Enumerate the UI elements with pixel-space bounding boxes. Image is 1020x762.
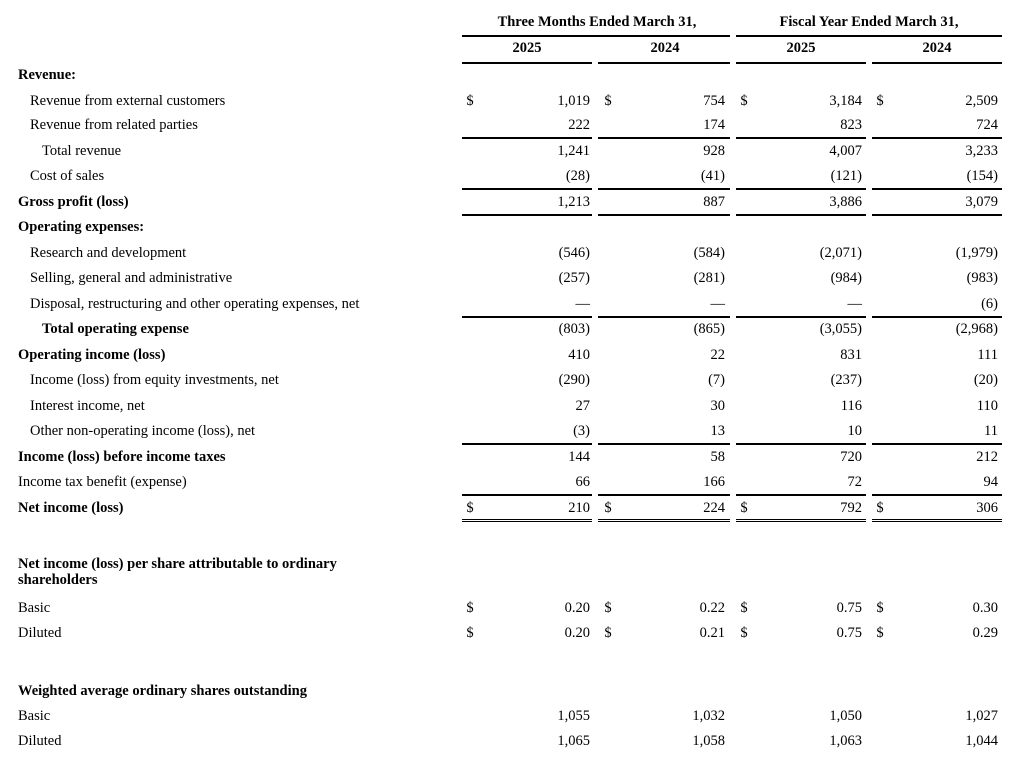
cell-value: 754 bbox=[703, 93, 725, 109]
header-year-col2: 2024 bbox=[650, 40, 680, 56]
table-row bbox=[0, 267, 1020, 289]
subtotal-underline bbox=[872, 137, 1002, 139]
cell-value: (281) bbox=[693, 270, 725, 286]
cell-value: 0.21 bbox=[699, 625, 725, 641]
cell-value: 1,019 bbox=[557, 93, 590, 109]
header-fiscal-year: Fiscal Year Ended March 31, bbox=[779, 14, 959, 30]
dollar-sign: $ bbox=[466, 93, 474, 109]
subtotal-underline bbox=[736, 188, 866, 190]
cell-value: 72 bbox=[847, 474, 862, 490]
cell-value: (546) bbox=[558, 245, 590, 261]
cell-value: 1,241 bbox=[557, 143, 590, 159]
header-year-col3: 2025 bbox=[786, 40, 816, 56]
row-label: Other non-operating income (loss), net bbox=[30, 423, 256, 439]
cell-value: 792 bbox=[840, 500, 862, 516]
cell-value: (1,979) bbox=[955, 245, 998, 261]
cell-value: (257) bbox=[558, 270, 590, 286]
cell-value: 823 bbox=[840, 117, 862, 133]
row-label: Cost of sales bbox=[30, 168, 105, 184]
cell-value: (121) bbox=[830, 168, 862, 184]
cell-value: 11 bbox=[984, 423, 998, 439]
cell-value: — bbox=[710, 296, 725, 312]
cell-value: 111 bbox=[977, 347, 998, 363]
header-rule-three-months bbox=[462, 35, 730, 37]
dollar-sign: $ bbox=[876, 600, 884, 616]
dollar-sign: $ bbox=[740, 600, 748, 616]
cell-value: 0.30 bbox=[972, 600, 998, 616]
cell-value: 224 bbox=[703, 500, 725, 516]
cell-value: — bbox=[847, 296, 862, 312]
row-label: Operating expenses: bbox=[18, 219, 145, 235]
cell-value: 174 bbox=[703, 117, 725, 133]
cell-value: 144 bbox=[568, 449, 590, 465]
row-label: Disposal, restructuring and other operating expenses, net bbox=[30, 296, 360, 312]
cell-value: (28) bbox=[565, 168, 590, 184]
cell-value: (584) bbox=[693, 245, 725, 261]
subtotal-underline bbox=[736, 137, 866, 139]
cell-value: 0.20 bbox=[564, 600, 590, 616]
table-row bbox=[0, 344, 1020, 366]
table-row bbox=[0, 165, 1020, 187]
cell-value: 222 bbox=[568, 117, 590, 133]
cell-value: (154) bbox=[966, 168, 998, 184]
subtotal-underline bbox=[736, 494, 866, 496]
cell-value: 210 bbox=[568, 500, 590, 516]
dollar-sign: $ bbox=[466, 600, 474, 616]
row-label: Diluted bbox=[18, 625, 62, 641]
cell-value: (290) bbox=[558, 372, 590, 388]
row-label: Basic bbox=[18, 708, 51, 724]
subtotal-underline bbox=[872, 494, 1002, 496]
dollar-sign: $ bbox=[876, 500, 884, 516]
double-underline bbox=[462, 519, 592, 522]
cell-value: 27 bbox=[575, 398, 590, 414]
cell-value: 3,233 bbox=[965, 143, 998, 159]
row-label: Revenue from external customers bbox=[30, 93, 226, 109]
cell-value: 110 bbox=[976, 398, 998, 414]
row-label: Total revenue bbox=[42, 143, 122, 159]
dollar-sign: $ bbox=[740, 500, 748, 516]
row-label: Total operating expense bbox=[42, 321, 189, 337]
table-row bbox=[0, 730, 1020, 752]
cell-value: (6) bbox=[981, 296, 998, 312]
dollar-sign: $ bbox=[604, 625, 612, 641]
cell-value: 58 bbox=[710, 449, 725, 465]
table-row bbox=[0, 622, 1020, 644]
dollar-sign: $ bbox=[740, 93, 748, 109]
subtotal-underline bbox=[462, 137, 592, 139]
table-row bbox=[0, 446, 1020, 468]
subtotal-underline bbox=[736, 443, 866, 445]
cell-value: (803) bbox=[558, 321, 590, 337]
cell-value: 0.29 bbox=[972, 625, 998, 641]
subtotal-underline bbox=[462, 188, 592, 190]
table-row bbox=[0, 242, 1020, 264]
cell-value: (865) bbox=[693, 321, 725, 337]
table-row bbox=[0, 114, 1020, 136]
cell-value: 3,886 bbox=[829, 194, 862, 210]
cell-value: 831 bbox=[840, 347, 862, 363]
cell-value: 0.75 bbox=[836, 600, 862, 616]
subtotal-underline bbox=[462, 494, 592, 496]
cell-value: 94 bbox=[983, 474, 998, 490]
subtotal-underline bbox=[872, 188, 1002, 190]
cell-value: — bbox=[575, 296, 590, 312]
subtotal-underline bbox=[598, 494, 730, 496]
subtotal-underline bbox=[872, 443, 1002, 445]
row-label: Revenue: bbox=[18, 67, 76, 83]
cell-value: 928 bbox=[703, 143, 725, 159]
cell-value: 1,063 bbox=[829, 733, 862, 749]
table-row bbox=[0, 369, 1020, 391]
cell-value: 0.22 bbox=[699, 600, 725, 616]
cell-value: 22 bbox=[710, 347, 725, 363]
cell-value: 720 bbox=[840, 449, 862, 465]
row-label: Research and development bbox=[30, 245, 187, 261]
row-label: Weighted average ordinary shares outstanding bbox=[18, 683, 307, 699]
table-row bbox=[0, 318, 1020, 340]
table-row bbox=[0, 556, 1020, 588]
cell-value: 1,058 bbox=[692, 733, 725, 749]
table-row bbox=[0, 705, 1020, 727]
cell-value: (2,071) bbox=[819, 245, 862, 261]
row-label: Income (loss) before income taxes bbox=[18, 449, 226, 465]
subtotal-underline bbox=[598, 188, 730, 190]
cell-value: 1,050 bbox=[829, 708, 862, 724]
double-underline bbox=[736, 519, 866, 522]
dollar-sign: $ bbox=[876, 93, 884, 109]
cell-value: 1,065 bbox=[557, 733, 590, 749]
cell-value: 166 bbox=[703, 474, 725, 490]
cell-value: 1,213 bbox=[557, 194, 590, 210]
row-label: Basic bbox=[18, 600, 51, 616]
table-row bbox=[0, 497, 1020, 519]
table-row bbox=[0, 191, 1020, 213]
cell-value: 13 bbox=[710, 423, 725, 439]
row-label: Net income (loss) per share attributable to ordinary shareholders bbox=[18, 556, 337, 588]
row-label: Selling, general and administrative bbox=[30, 270, 233, 286]
table-row bbox=[0, 64, 1020, 86]
cell-value: 30 bbox=[710, 398, 725, 414]
cell-value: 0.20 bbox=[564, 625, 590, 641]
table-row bbox=[0, 471, 1020, 493]
row-label: Revenue from related parties bbox=[30, 117, 198, 133]
table-row bbox=[0, 140, 1020, 162]
cell-value: (3) bbox=[573, 423, 590, 439]
double-underline bbox=[598, 519, 730, 522]
dollar-sign: $ bbox=[604, 93, 612, 109]
cell-value: (237) bbox=[830, 372, 862, 388]
header-year-col1: 2025 bbox=[512, 40, 542, 56]
cell-value: (41) bbox=[700, 168, 725, 184]
cell-value: 1,032 bbox=[692, 708, 725, 724]
dollar-sign: $ bbox=[604, 500, 612, 516]
double-underline bbox=[872, 519, 1002, 522]
cell-value: (2,968) bbox=[955, 321, 998, 337]
cell-value: 116 bbox=[840, 398, 862, 414]
dollar-sign: $ bbox=[466, 625, 474, 641]
table-row bbox=[0, 293, 1020, 315]
subtotal-underline bbox=[598, 137, 730, 139]
row-label: Gross profit (loss) bbox=[18, 194, 129, 210]
cell-value: (984) bbox=[830, 270, 862, 286]
header-year-col4: 2024 bbox=[922, 40, 952, 56]
cell-value: 0.75 bbox=[836, 625, 862, 641]
cell-value: 212 bbox=[976, 449, 998, 465]
cell-value: 10 bbox=[847, 423, 862, 439]
table-row bbox=[0, 420, 1020, 442]
cell-value: (7) bbox=[708, 372, 725, 388]
cell-value: 66 bbox=[575, 474, 590, 490]
cell-value: (983) bbox=[966, 270, 998, 286]
table-row bbox=[0, 597, 1020, 619]
header-three-months: Three Months Ended March 31, bbox=[497, 14, 697, 30]
row-label: Diluted bbox=[18, 733, 62, 749]
subtotal-underline bbox=[462, 443, 592, 445]
row-label: Operating income (loss) bbox=[18, 347, 166, 363]
row-label: Income tax benefit (expense) bbox=[18, 474, 187, 490]
cell-value: 2,509 bbox=[965, 93, 998, 109]
cell-value: 1,027 bbox=[965, 708, 998, 724]
cell-value: 1,044 bbox=[965, 733, 998, 749]
cell-value: (3,055) bbox=[819, 321, 862, 337]
row-label: Income (loss) from equity investments, net bbox=[30, 372, 279, 388]
cell-value: 3,079 bbox=[965, 194, 998, 210]
table-row bbox=[0, 680, 1020, 702]
header-rule-fiscal-year bbox=[736, 35, 1002, 37]
row-label: Interest income, net bbox=[30, 398, 145, 414]
cell-value: 4,007 bbox=[829, 143, 862, 159]
subtotal-underline bbox=[598, 443, 730, 445]
cell-value: 1,055 bbox=[557, 708, 590, 724]
dollar-sign: $ bbox=[604, 600, 612, 616]
cell-value: (20) bbox=[973, 372, 998, 388]
row-label: Net income (loss) bbox=[18, 500, 124, 516]
dollar-sign: $ bbox=[740, 625, 748, 641]
table-row bbox=[0, 90, 1020, 112]
cell-value: 887 bbox=[703, 194, 725, 210]
cell-value: 410 bbox=[568, 347, 590, 363]
table-row bbox=[0, 395, 1020, 417]
cell-value: 3,184 bbox=[829, 93, 862, 109]
dollar-sign: $ bbox=[876, 625, 884, 641]
cell-value: 724 bbox=[976, 117, 998, 133]
table-row bbox=[0, 216, 1020, 238]
cell-value: 306 bbox=[976, 500, 998, 516]
dollar-sign: $ bbox=[466, 500, 474, 516]
